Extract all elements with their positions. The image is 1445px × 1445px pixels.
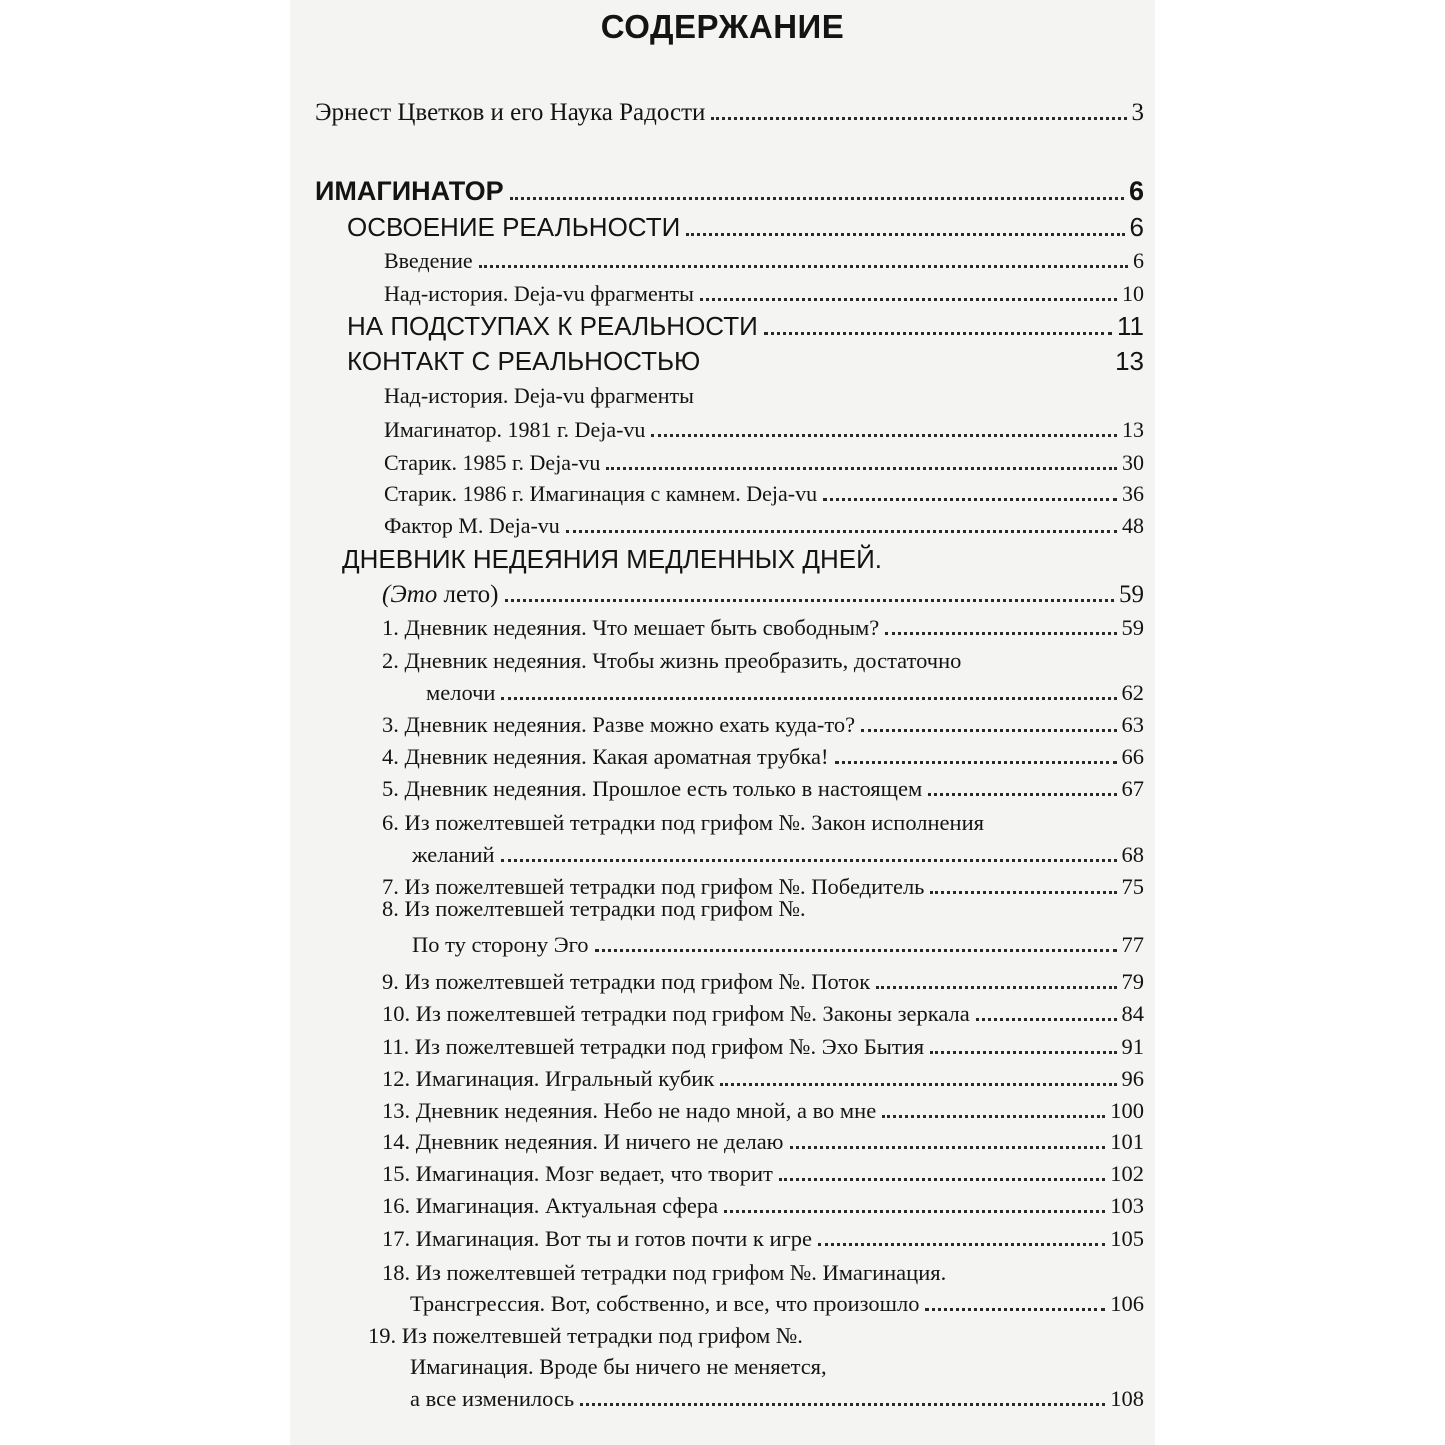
toc-entry-page: 6 — [1129, 212, 1144, 242]
dot-leader — [882, 1115, 1105, 1118]
toc-entry-label: КОНТАКТ С РЕАЛЬНОСТЬЮ — [347, 346, 701, 376]
toc-entry-label: Фактор М. Deja-vu — [384, 513, 560, 538]
toc-entry-label: Старик. 1985 г. Deja-vu — [384, 450, 601, 475]
dot-leader — [501, 697, 1116, 700]
dot-leader — [823, 498, 1117, 501]
toc-entry-page: 6 — [1128, 176, 1144, 206]
toc-entry-item — [382, 1098, 1144, 1124]
toc-entry-page: 102 — [1110, 1161, 1144, 1186]
toc-entry-label: 17. Имагинация. Вот ты и готов почти к игре — [382, 1226, 812, 1251]
toc-entry-item — [382, 1193, 1144, 1219]
toc-entry-label: Имагинатор. 1981 г. Deja-vu — [384, 417, 646, 442]
toc-entry-label: 14. Дневник недеяния. И ничего не делаю — [382, 1129, 784, 1154]
toc-entry-label: 1. Дневник недеяния. Что мешает быть свободным? — [382, 615, 880, 640]
toc-entry-item — [382, 1161, 1144, 1187]
toc-entry-item — [412, 842, 1144, 868]
toc-entry-label — [382, 581, 499, 609]
toc-entry-page: 13 — [1115, 346, 1144, 376]
dot-leader — [835, 761, 1117, 764]
toc-entry-subsection — [384, 450, 1144, 476]
toc-entry-label: мелочи — [426, 680, 496, 705]
toc-subsection-heading: Над-история. Deja-vu фрагменты — [384, 383, 694, 408]
toc-entry-page: 96 — [1121, 1066, 1144, 1091]
toc-entry-subsection — [384, 481, 1144, 507]
toc-entry-item — [382, 1066, 1144, 1092]
toc-entry-page: 11 — [1117, 311, 1144, 341]
toc-entry-subsection — [384, 281, 1144, 307]
toc-entry-page: 77 — [1121, 932, 1144, 957]
dot-leader — [790, 1146, 1106, 1149]
toc-entry-page: 13 — [1122, 417, 1144, 442]
toc-item-line: 18. Из пожелтевшей тетрадки под грифом №. Имагинация. — [382, 1260, 947, 1285]
toc-entry-section — [347, 212, 1144, 243]
dot-leader — [876, 986, 1116, 989]
dot-leader — [720, 1083, 1116, 1086]
toc-entry-item — [382, 1001, 1144, 1027]
toc-entry-label: 16. Имагинация. Актуальная сфера — [382, 1193, 719, 1218]
dot-leader — [925, 1308, 1105, 1311]
toc-entry-intro — [315, 99, 1144, 127]
toc-entry-label: желаний — [412, 842, 495, 867]
toc-item-line: 2. Дневник недеяния. Чтобы жизнь преобразить, достаточно — [382, 648, 962, 673]
toc-entry-page: 6 — [1133, 248, 1144, 273]
dot-leader — [706, 367, 1110, 370]
toc-entry-page: 101 — [1110, 1129, 1144, 1154]
toc-entry-label: Эрнест Цветков и его Наука Радости — [315, 99, 706, 126]
toc-entry-item — [410, 1386, 1144, 1412]
toc-entry-page: 68 — [1121, 842, 1144, 867]
toc-entry-page: 103 — [1110, 1193, 1144, 1218]
toc-entry-label: 10. Из пожелтевшей тетрадки под грифом №. Законы зеркала — [382, 1001, 970, 1026]
toc-entry-subsection — [384, 417, 1144, 443]
toc-entry-label: По ту сторону Эго — [412, 932, 589, 957]
dot-leader — [928, 793, 1116, 796]
dot-leader — [818, 1243, 1105, 1246]
toc-entry-label: 15. Имагинация. Мозг ведает, что творит — [382, 1161, 773, 1186]
toc-entry-item — [382, 776, 1144, 802]
toc-entry-page: 84 — [1121, 1001, 1144, 1026]
page-title: СОДЕРЖАНИЕ — [600, 8, 845, 45]
dot-leader — [976, 1018, 1117, 1021]
dot-leader — [930, 1051, 1116, 1054]
dot-leader — [779, 1178, 1105, 1181]
toc-entry-label-italic: (Это — [382, 581, 438, 608]
toc-entry-page: 75 — [1121, 874, 1144, 899]
toc-entry-page: 67 — [1121, 776, 1144, 801]
toc-entry-item — [382, 712, 1144, 738]
toc-entry-page: 91 — [1121, 1034, 1144, 1059]
toc-entry-label: ИМАГИНАТОР — [315, 176, 504, 206]
toc-entry-item — [382, 969, 1144, 995]
toc-entry-item — [382, 744, 1144, 770]
toc-entry-label: Трансгрессия. Вот, собственно, и все, что произошло — [410, 1291, 920, 1316]
toc-entry-item — [426, 680, 1144, 706]
toc-entry-page: 48 — [1122, 513, 1144, 538]
toc-entry-part — [315, 176, 1144, 207]
toc-entry-page: 10 — [1122, 281, 1144, 306]
book-page — [290, 0, 1155, 1445]
toc-entry-page: 59 — [1119, 581, 1144, 608]
toc-entry-page: 59 — [1121, 615, 1144, 640]
toc-entry-item — [382, 1129, 1144, 1155]
toc-item-line: 19. Из пожелтевшей тетрадки под грифом №. — [368, 1323, 803, 1348]
toc-section-heading: ДНЕВНИК НЕДЕЯНИЯ МЕДЛЕННЫХ ДНЕЙ. — [342, 544, 882, 574]
toc-entry-page: 108 — [1110, 1386, 1144, 1411]
toc-entry-label: 12. Имагинация. Игральный кубик — [382, 1066, 715, 1091]
toc-entry-label: 7. Из пожелтевшей тетрадки под грифом №. Победитель — [382, 874, 925, 899]
dot-leader — [566, 530, 1117, 533]
dot-leader — [479, 265, 1128, 268]
dot-leader — [510, 197, 1124, 200]
toc-entry-item — [382, 615, 1144, 641]
toc-entry-label: 5. Дневник недеяния. Прошлое есть только в настоящем — [382, 776, 923, 801]
toc-entry-label: Над-история. Deja-vu фрагменты — [384, 281, 694, 306]
toc-entry-page: 3 — [1131, 99, 1144, 126]
toc-entry-page: 100 — [1110, 1098, 1144, 1123]
dot-leader — [686, 233, 1124, 236]
toc-entry-page: 30 — [1122, 450, 1144, 475]
toc-entry-label: НА ПОДСТУПАХ К РЕАЛЬНОСТИ — [347, 311, 758, 341]
toc-entry-item — [382, 1226, 1144, 1252]
toc-entry-label: Старик. 1986 г. Имагинация с камнем. Deja-vu — [384, 481, 818, 506]
dot-leader — [861, 729, 1116, 732]
dot-leader — [724, 1210, 1105, 1213]
toc-entry-page: 79 — [1121, 969, 1144, 994]
toc-entry-page: 66 — [1121, 744, 1144, 769]
toc-entry-section — [347, 311, 1144, 342]
dot-leader — [580, 1403, 1105, 1406]
toc-entry-page: 63 — [1121, 712, 1144, 737]
dot-leader — [711, 117, 1126, 120]
dot-leader — [501, 859, 1117, 862]
toc-entry-label: 11. Из пожелтевшей тетрадки под грифом №. Эхо Бытия — [382, 1034, 925, 1059]
toc-entry-page: 62 — [1121, 680, 1144, 705]
toc-item-line: 8. Из пожелтевшей тетрадки под грифом №. — [382, 896, 806, 921]
toc-item-line: 6. Из пожелтевшей тетрадки под грифом №. Закон исполнения — [382, 810, 984, 835]
dot-leader — [764, 332, 1112, 335]
toc-entry-item — [412, 932, 1144, 958]
toc-entry-label: 3. Дневник недеяния. Разве можно ехать куда-то? — [382, 712, 856, 737]
toc-entry-label-rest: лето) — [437, 581, 499, 608]
dot-leader — [885, 632, 1116, 635]
dot-leader — [606, 467, 1117, 470]
toc-entry-label: 13. Дневник недеяния. Небо не надо мной, а во мне — [382, 1098, 877, 1123]
toc-entry-label: ОСВОЕНИЕ РЕАЛЬНОСТИ — [347, 212, 681, 242]
dot-leader — [595, 949, 1117, 952]
dot-leader — [651, 434, 1117, 437]
toc-item-line: Имагинация. Вроде бы ничего не меняется, — [410, 1354, 827, 1379]
dot-leader — [700, 298, 1117, 301]
toc-entry-summer — [382, 581, 1144, 609]
toc-entry-subsection — [384, 513, 1144, 539]
toc-entry-label: Введение — [384, 248, 473, 273]
toc-entry-section — [347, 346, 1144, 377]
toc-entry-label: а все изменилось — [410, 1386, 575, 1411]
toc-entry-page: 105 — [1110, 1226, 1144, 1251]
toc-entry-page: 36 — [1122, 481, 1144, 506]
dot-leader — [930, 891, 1116, 894]
toc-entry-page: 106 — [1110, 1291, 1144, 1316]
toc-entry-label: 4. Дневник недеяния. Какая ароматная трубка! — [382, 744, 829, 769]
toc-entry-label: 9. Из пожелтевшей тетрадки под грифом №. Поток — [382, 969, 871, 994]
toc-entry-item — [410, 1291, 1144, 1317]
toc-entry-item — [382, 1034, 1144, 1060]
dot-leader — [505, 599, 1115, 602]
toc-entry-subsection — [384, 248, 1144, 274]
